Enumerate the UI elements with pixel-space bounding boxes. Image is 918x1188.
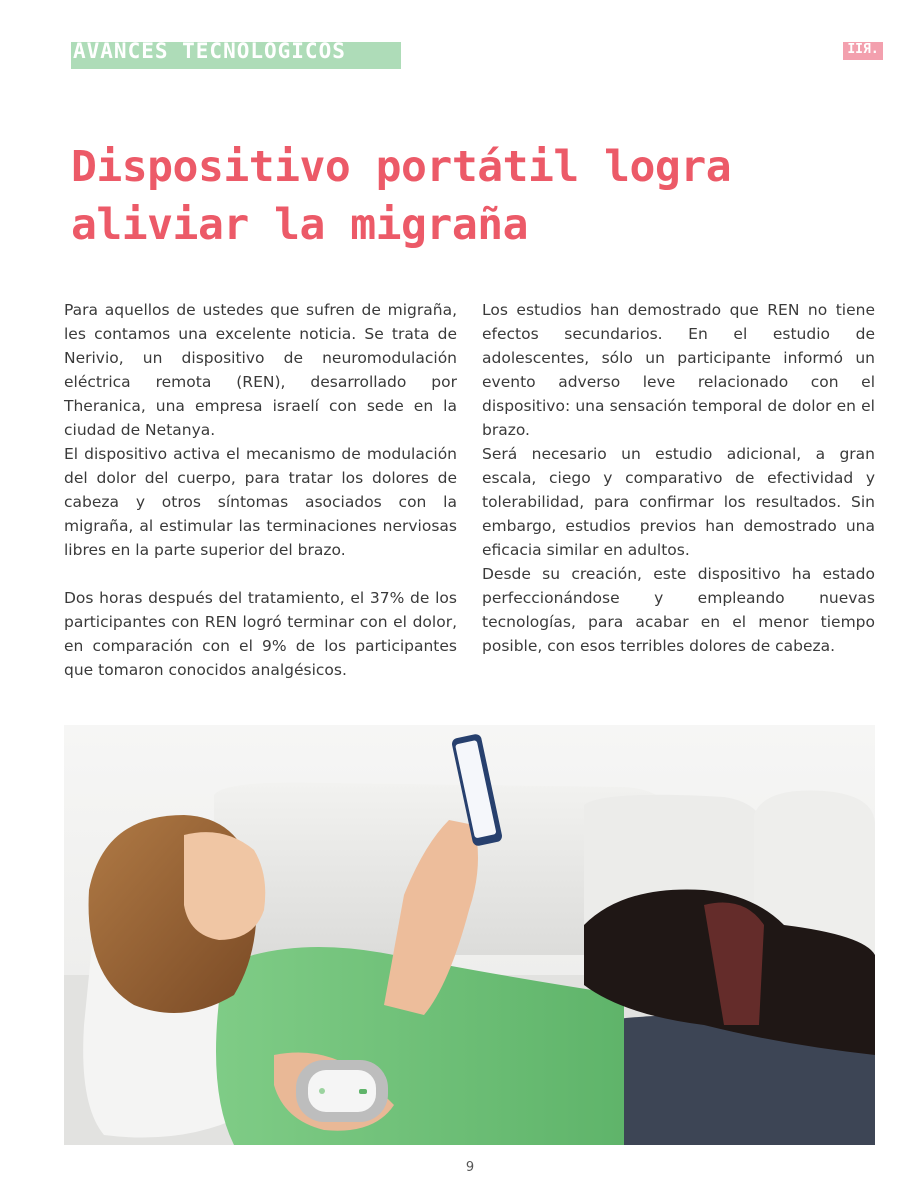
paragraph: Dos horas después del tratamiento, el 37% de los participantes con REN logró terminar con el dolor, en comparación con el 9% de los participantes que tomaron conocidos analgésicos. — [64, 589, 457, 679]
magazine-mark: ӀӀЯ. — [843, 42, 883, 60]
article-column-right — [482, 298, 875, 658]
article-column-left — [64, 298, 457, 682]
section-tag — [71, 39, 401, 69]
paragraph: Desde su creación, este dispositivo ha estado perfeccionándose y empleando nuevas tecnologías, para acabar en el menor tiempo posible, con esos terribles dolores de cabeza. — [482, 565, 875, 655]
page-number: 9 — [465, 1160, 475, 1175]
paragraph: Los estudios han demostrado que REN no tiene efectos secundarios. En el estudio de adolescentes, sólo un participante informó un evento adverso leve relacionado con el dispositivo: una sensación temporal de dolor en el brazo. — [482, 301, 875, 439]
photo-woman-with-device-icon — [64, 725, 875, 1145]
paragraph: El dispositivo activa el mecanismo de modulación del dolor del cuerpo, para tratar los dolores de cabeza y otros síntomas asociados con la migraña, al estimular las terminaciones nerviosas libres en la parte superior del brazo. — [64, 445, 457, 559]
article-title: Dispositivo portátil logra aliviar la migraña — [71, 142, 732, 250]
paragraph: Para aquellos de ustedes que sufren de migraña, les contamos una excelente noticia. Se trata de Nerivio, un dispositivo de neuromodulación eléctrica remota (REN), desarrollado por Theranica, una empresa israelí con sede en la ciudad de Netanya. — [64, 301, 457, 439]
paragraph: Será necesario un estudio adicional, a gran escala, ciego y comparativo de efectividad y tolerabilidad, para confirmar los resultados. Sin embargo, estudios previos han demostrado una eficacia similar en adultos. — [482, 445, 875, 559]
article-photo — [64, 725, 875, 1145]
section-label: AVANCES TECNOLOGICOS — [73, 39, 346, 63]
